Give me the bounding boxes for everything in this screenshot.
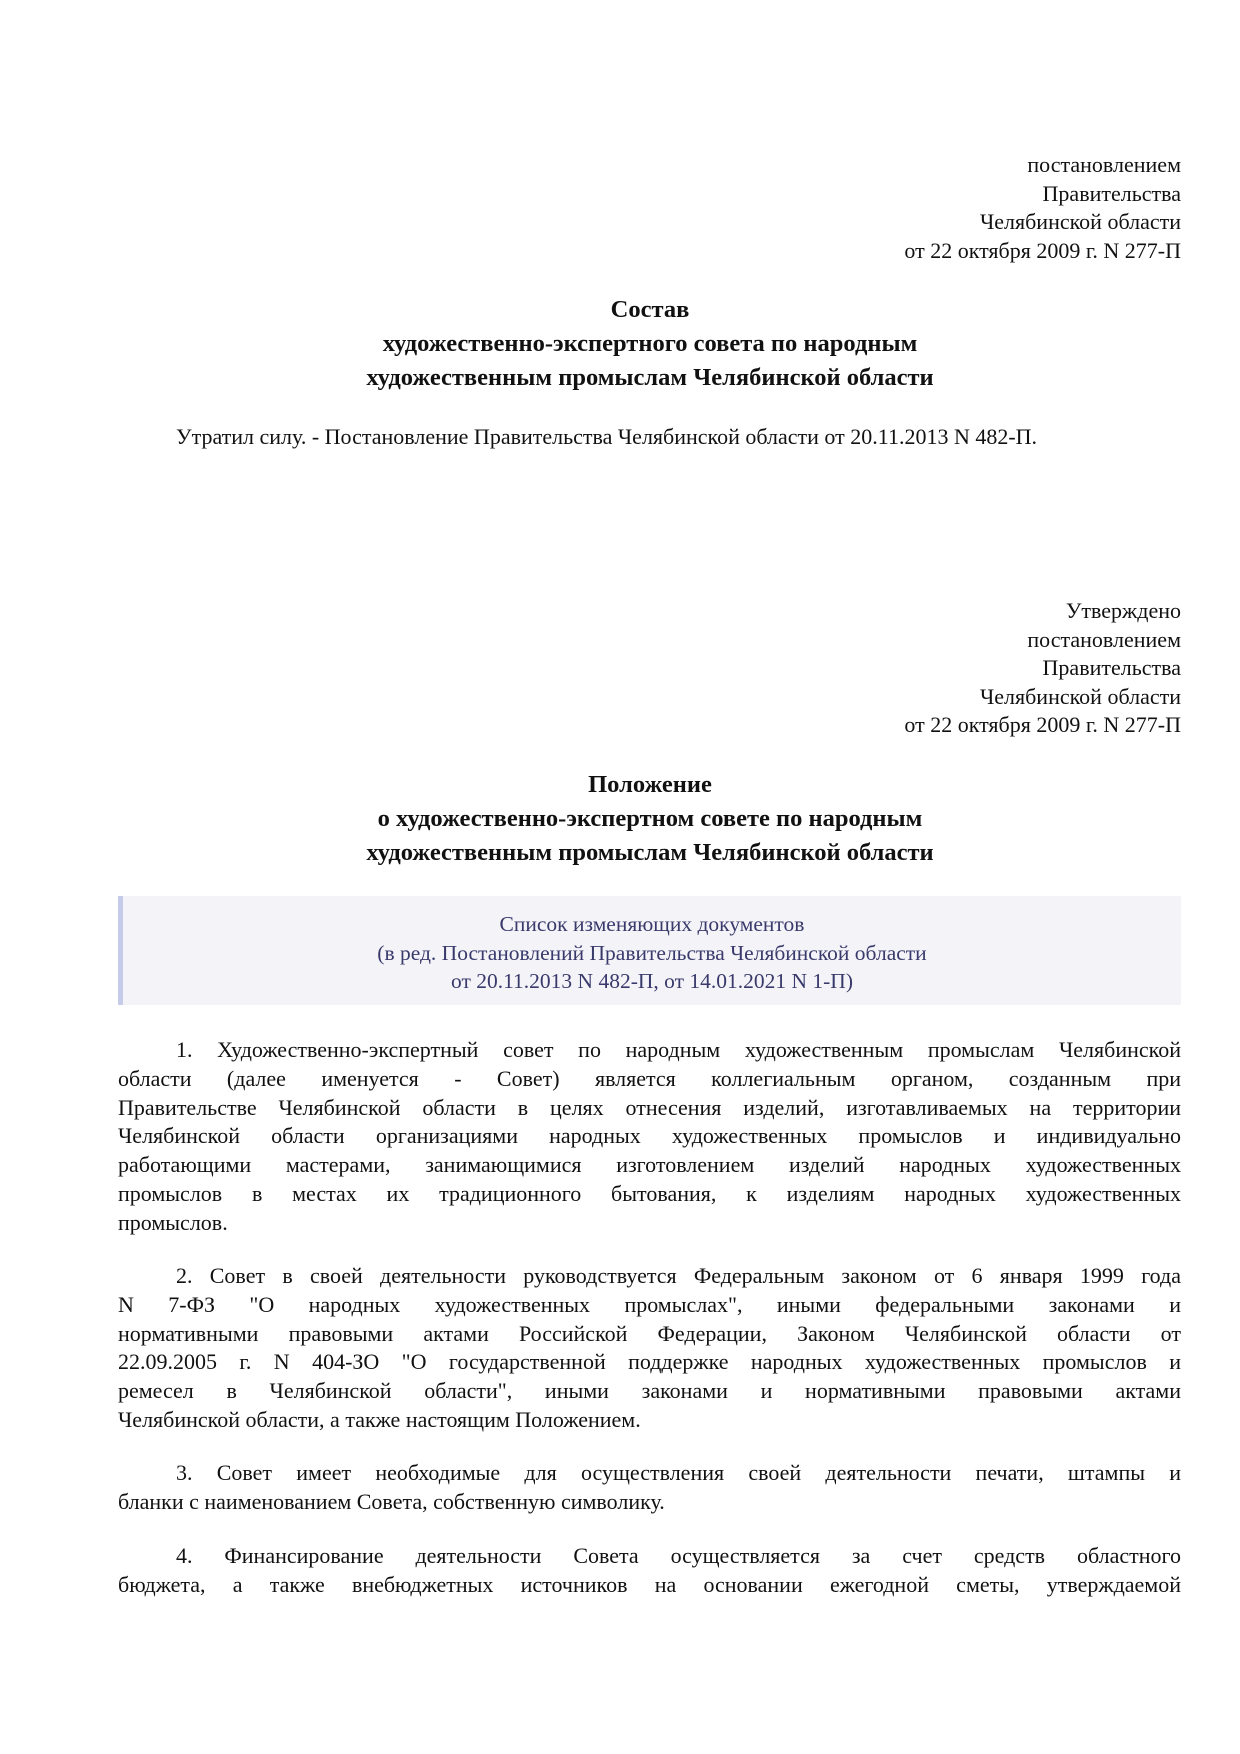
- approval-block-1: [904, 151, 1181, 265]
- text-line: Челябинской области организациями народных художественных промыслов и индивидуально: [118, 1123, 1181, 1149]
- text-line: 4. Финансирование деятельности Совета осуществляется за счет средств областного: [176, 1543, 1181, 1568]
- text-line: N 7-ФЗ "О народных художественных промыслах", иными федеральными законами и: [118, 1291, 1181, 1317]
- text-line: работающими мастерами, занимающимися изготовлением изделий народных художественных: [118, 1152, 1181, 1178]
- text-line: бланки с наименованием Совета, собственную символику.: [118, 1488, 665, 1514]
- text-line: промыслов.: [118, 1209, 228, 1235]
- text-line: нормативными правовыми актами Российской Федерации, Законом Челябинской области от: [118, 1320, 1181, 1346]
- text-line: промыслов в местах их традиционного бытования, к изделиям народных художественных: [118, 1180, 1181, 1206]
- paragraph-1: [118, 1036, 1181, 1238]
- paragraph-4: [118, 1542, 1181, 1600]
- lost-force-note: Утратил силу. - Постановление Правительства Челябинской области от 20.11.2013 N 482-П.: [176, 424, 1038, 449]
- text-line: 1. Художественно-экспертный совет по народным художественным промыслам Челябинской: [176, 1037, 1181, 1062]
- approval-line: Челябинской области: [979, 209, 1181, 235]
- text-line: 3. Совет имеет необходимые для осуществления своей деятельности печати, штампы и: [176, 1460, 1181, 1485]
- text-line: области (далее именуется - Совет) является коллегиальным органом, созданным при: [118, 1065, 1181, 1091]
- title-line: Положение: [588, 771, 712, 798]
- amendments-line: (в ред. Постановлений Правительства Челябинской области: [377, 940, 927, 965]
- amendments-box: [118, 896, 1181, 1005]
- title-line: о художественно-экспертном совете по народным: [377, 804, 923, 832]
- title-line: Состав: [610, 296, 690, 323]
- amendments-line: от 20.11.2013 N 482-П, от 14.01.2021 N 1-П): [450, 969, 853, 994]
- title-line: художественным промыслам Челябинской области: [366, 363, 934, 391]
- document-title-1: [0, 293, 1240, 394]
- text-line: ремесел в Челябинской области", иными законами и нормативными правовыми актами: [118, 1378, 1181, 1404]
- title-line: художественным промыслам Челябинской области: [366, 838, 934, 866]
- text-line: Правительстве Челябинской области в целях отнесения изделий, изготавливаемых на территории: [118, 1094, 1181, 1120]
- text-line: 2. Совет в своей деятельности руководствуется Федеральным законом от 6 января 1999 года: [176, 1263, 1181, 1288]
- text-line: бюджета, а также внебюджетных источников на основании ежегодной сметы, утверждаемой: [118, 1571, 1181, 1597]
- text-line: Челябинской области, а также настоящим Положением.: [118, 1406, 641, 1432]
- paragraph-3: [118, 1459, 1181, 1517]
- text-line: 22.09.2005 г. N 404-ЗО "О государственной поддержке народных художественных промыслов и: [118, 1349, 1181, 1375]
- amendments-line: Список изменяющих документов: [499, 912, 805, 936]
- approval-block-2: [904, 597, 1181, 740]
- approval-line: Правительства: [1042, 180, 1181, 206]
- document-title-2: [0, 768, 1240, 869]
- approval-line: постановлением: [1027, 626, 1181, 652]
- approval-line: Правительства: [1042, 655, 1181, 681]
- approval-line: Утверждено: [1065, 598, 1181, 623]
- approval-line: от 22 октября 2009 г. N 277-П: [904, 712, 1181, 738]
- title-line: художественно-экспертного совета по народным: [382, 329, 918, 357]
- approval-line: от 22 октября 2009 г. N 277-П: [904, 237, 1181, 263]
- approval-line: постановлением: [1027, 152, 1181, 177]
- approval-line: Челябинской области: [979, 683, 1181, 709]
- paragraph-2: [118, 1262, 1181, 1435]
